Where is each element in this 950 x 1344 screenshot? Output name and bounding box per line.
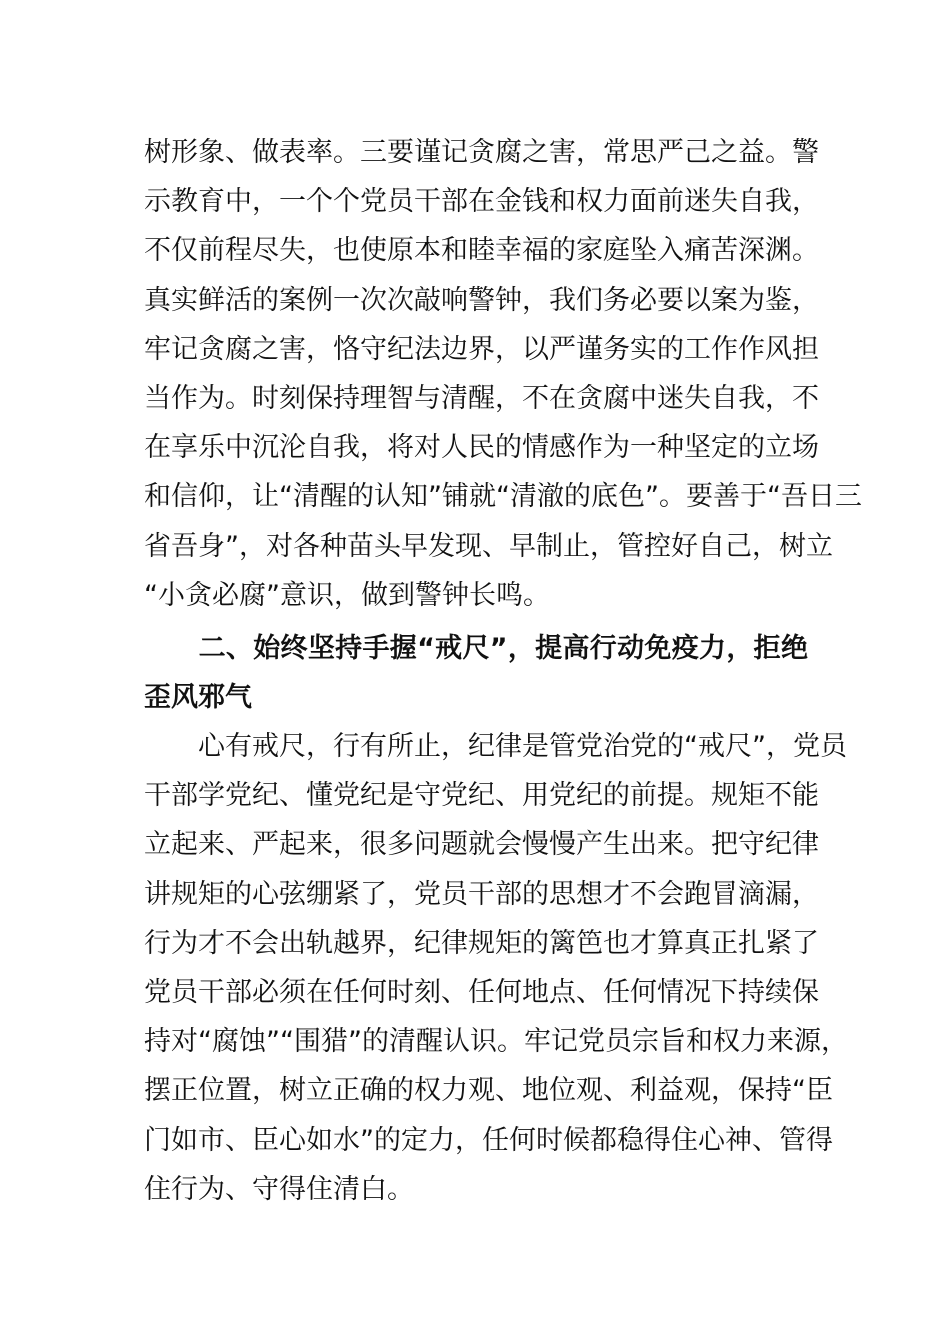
paragraph-line: 干部学党纪、懂党纪是守党纪、用党纪的前提。规矩不能 <box>144 780 819 812</box>
paragraph-line: 住行为、守得住清白。 <box>144 1173 414 1205</box>
paragraph-line: 讲规矩的心弦绷紧了，党员干部的思想才不会跑冒滴漏， <box>144 878 819 910</box>
paragraph-line: 门如市、臣心如水”的定力，任何时候都稳得住心神、管得 <box>144 1124 833 1156</box>
paragraph-continued <box>144 128 862 620</box>
paragraph-line: 持对“腐蚀”“围猎”的清醒认识。牢记党员宗旨和权力来源， <box>144 1026 848 1058</box>
paragraph-line: 摆正位置，树立正确的权力观、地位观、利益观，保持“臣 <box>144 1075 833 1107</box>
paragraph-line: 心有戒尺，行有所止，纪律是管党治党的“戒尺”，党员 <box>144 731 847 762</box>
paragraph <box>144 722 848 1214</box>
paragraph-line: 当作为。时刻保持理智与清醒，不在贪腐中迷失自我，不 <box>144 382 819 414</box>
paragraph-line: 和信仰，让“清醒的认知”铺就“清澈的底色”。要善于“吾日三 <box>144 481 862 513</box>
paragraph-line: 立起来、严起来，很多问题就会慢慢产生出来。把守纪律 <box>144 829 819 861</box>
paragraph-line: 省吾身”，对各种苗头早发现、早制止，管控好自己，树立 <box>144 530 833 562</box>
paragraph-line: 在享乐中沉沦自我，将对人民的情感作为一种坚定的立场 <box>144 432 819 464</box>
section-heading <box>144 624 808 722</box>
paragraph-line: 党员干部必须在任何时刻、任何地点、任何情况下持续保 <box>144 976 819 1008</box>
heading-line: 歪风邪气 <box>144 682 252 714</box>
paragraph-line: 树形象、做表率。三要谨记贪腐之害，常思严己之益。警 <box>144 137 819 168</box>
paragraph-line: “小贪必腐”意识，做到警钟长鸣。 <box>144 579 550 611</box>
heading-line: 二、始终坚持手握“戒尺”，提高行动免疫力，拒绝 <box>144 633 808 664</box>
paragraph-line: 不仅前程尽失，也使原本和睦幸福的家庭坠入痛苦深渊。 <box>144 235 819 267</box>
paragraph-line: 真实鲜活的案例一次次敲响警钟，我们务必要以案为鉴， <box>144 284 819 316</box>
paragraph-line: 示教育中，一个个党员干部在金钱和权力面前迷失自我， <box>144 186 819 218</box>
paragraph-line: 行为才不会出轨越界，纪律规矩的篱笆也才算真正扎紧了 <box>144 927 819 959</box>
paragraph-line: 牢记贪腐之害，恪守纪法边界，以严谨务实的工作作风担 <box>144 333 819 365</box>
